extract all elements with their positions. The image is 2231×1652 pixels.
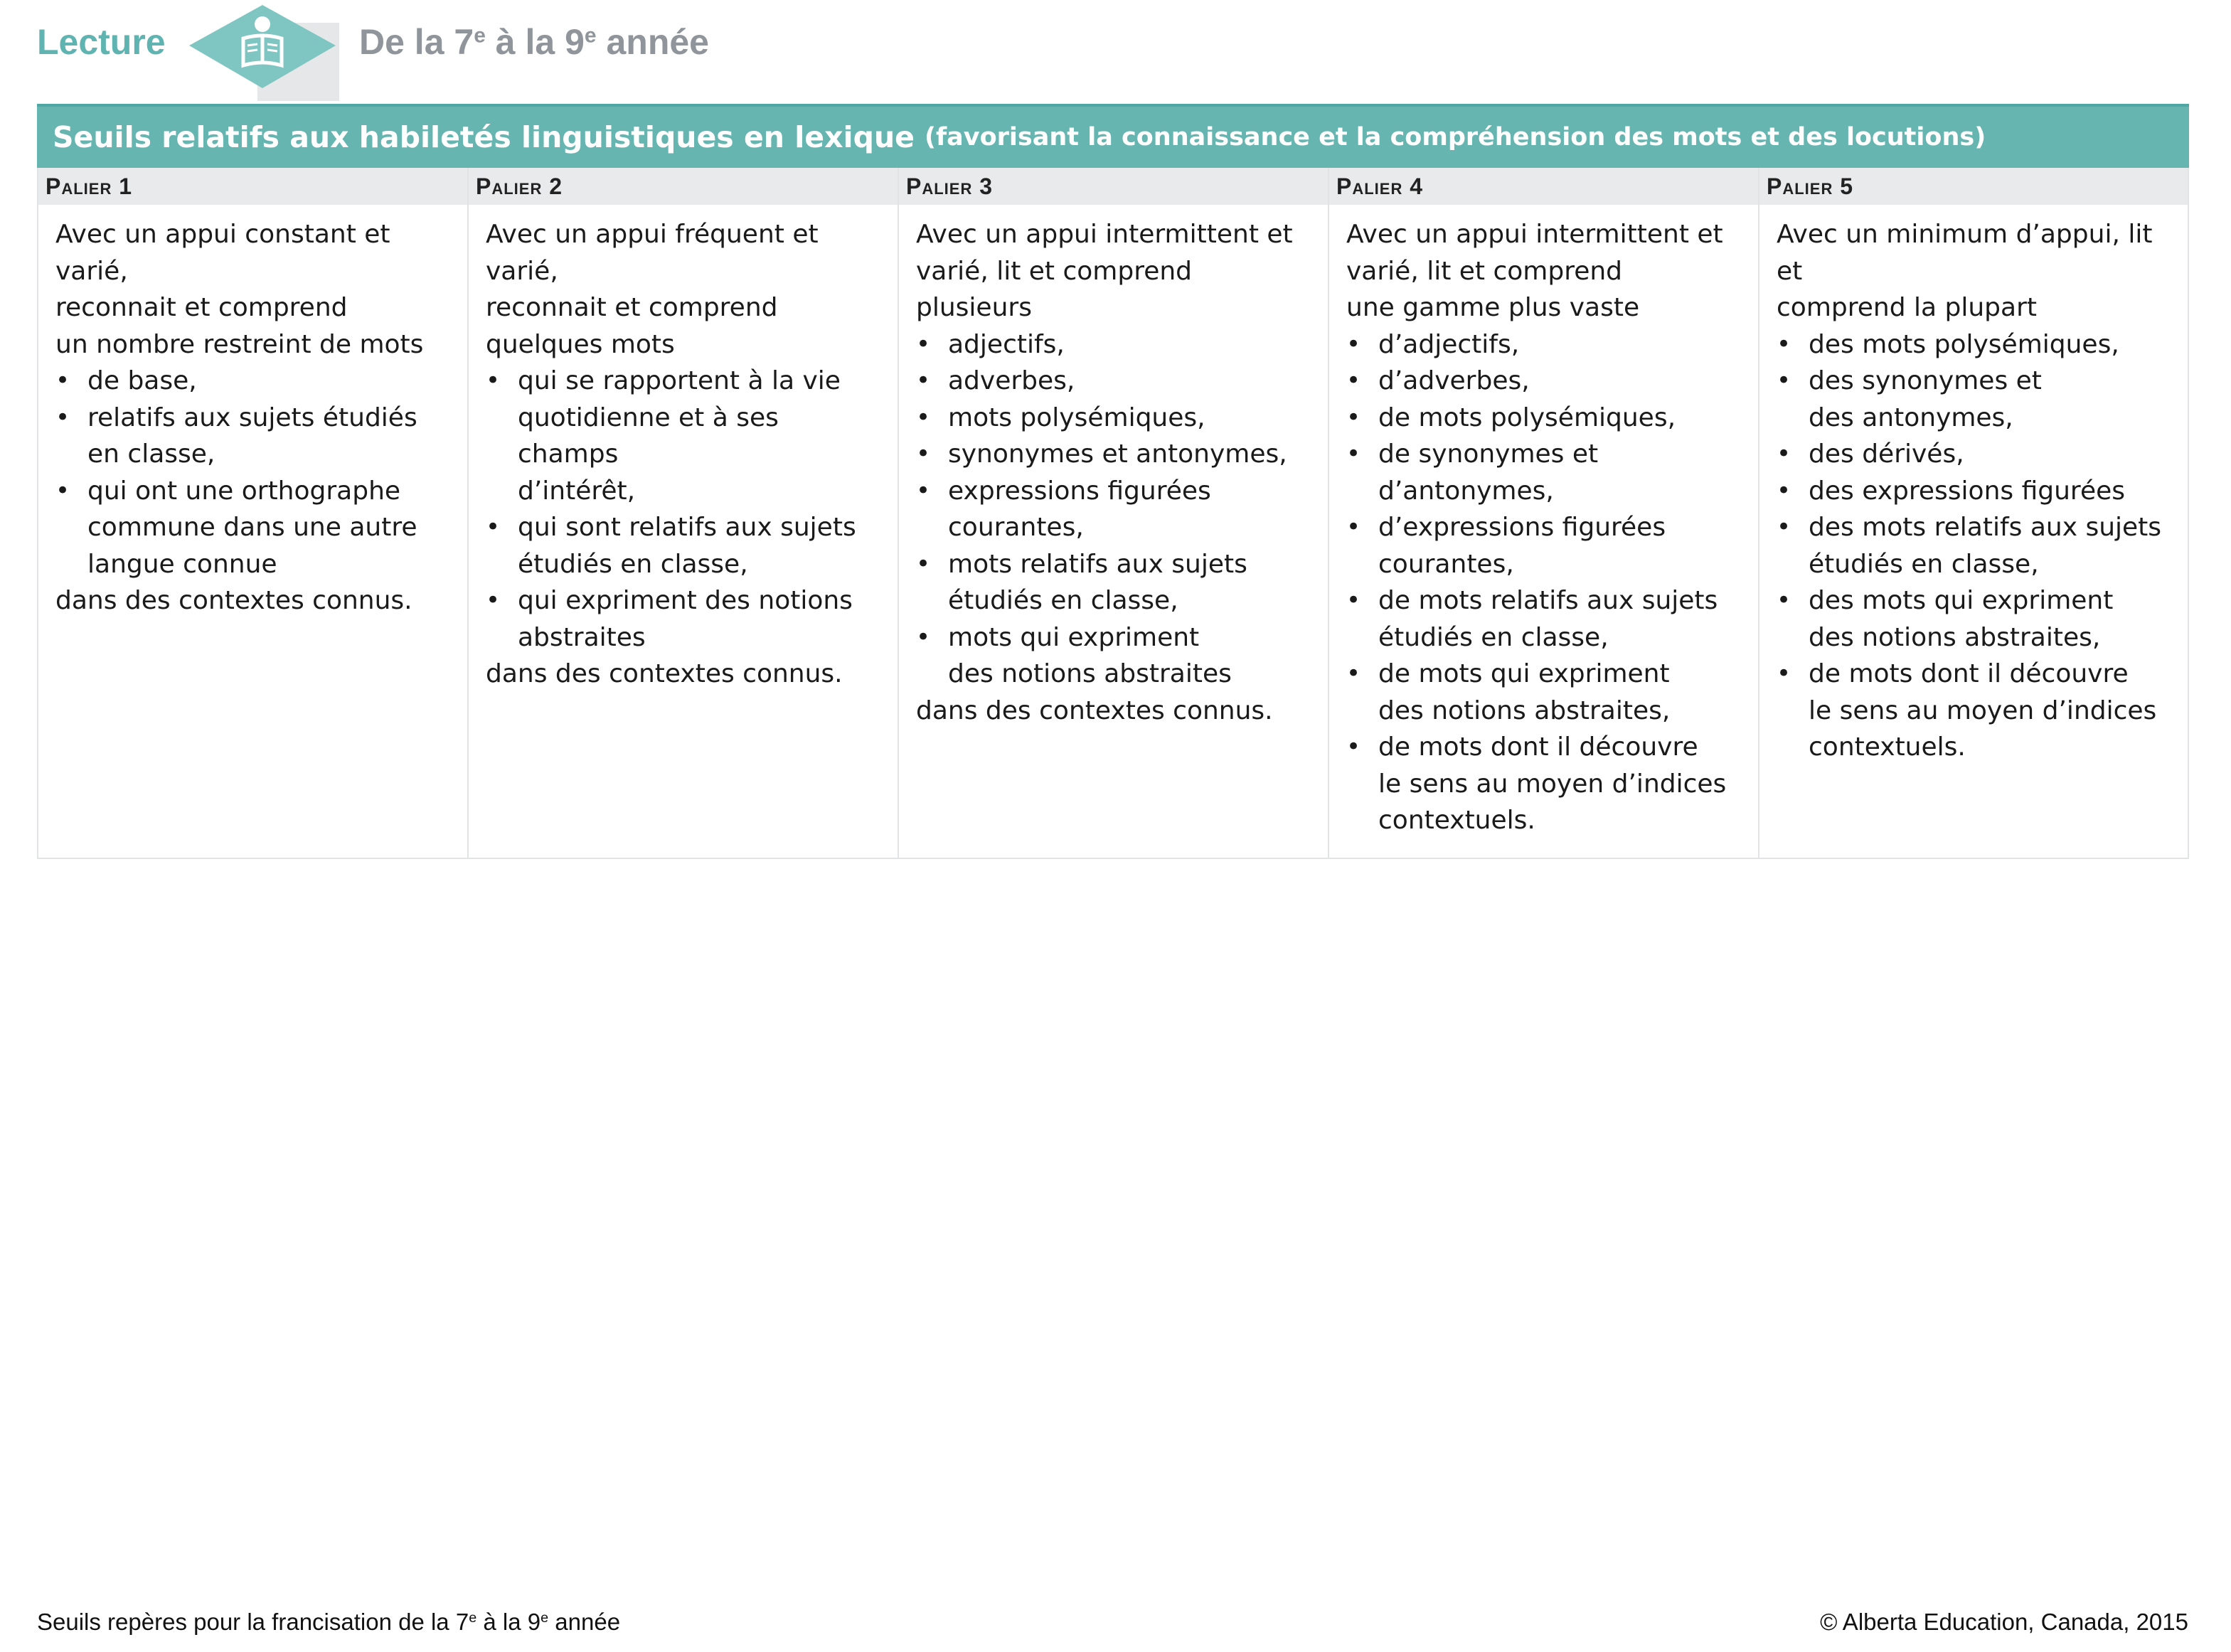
list-item-line: contextuels.: [1378, 806, 1535, 835]
outro-line: dans des contextes connus.: [55, 586, 412, 615]
bullet-list: [916, 326, 1314, 693]
column-heading: Palier 1: [38, 168, 467, 205]
list-item-line: d’intérêt,: [518, 476, 636, 506]
list-item-line: relatifs aux sujets étudiés: [87, 403, 417, 432]
intro-line: Avec un appui constant et varié,: [55, 220, 390, 286]
list-item: [486, 363, 883, 509]
table-column-palier-1: [37, 168, 467, 859]
outro-line: dans des contextes connus.: [486, 659, 843, 688]
section-label: Lecture: [37, 22, 166, 62]
list-item: [1346, 729, 1744, 839]
column-heading: Palier 5: [1759, 168, 2188, 205]
list-item-line: d’adjectifs,: [1378, 329, 1520, 359]
list-item-line: des synonymes et: [1809, 366, 2042, 395]
list-item-line: expressions figurées: [948, 476, 1211, 506]
intro-line: Avec un appui intermittent et: [916, 220, 1293, 249]
list-item: [1777, 582, 2173, 656]
bullet-list: [55, 363, 453, 582]
column-body: [1759, 205, 2188, 859]
list-item: [55, 400, 453, 473]
list-item-line: de base,: [87, 366, 197, 395]
list-item-line: d’expressions figurées: [1378, 513, 1666, 542]
list-item-line: des mots qui expriment: [1809, 586, 2114, 615]
list-item-line: des notions abstraites,: [1378, 696, 1671, 725]
list-item-line: étudiés en classe,: [1809, 549, 2039, 579]
list-item-line: des notions abstraites: [948, 659, 1232, 688]
list-item: [916, 619, 1314, 693]
list-item-line: courantes,: [948, 513, 1084, 542]
list-item-line: de mots dont il découvre: [1378, 732, 1698, 762]
list-item-line: d’antonymes,: [1378, 476, 1554, 506]
list-item-line: quotidienne et à ses champs: [518, 403, 779, 469]
list-item: [916, 436, 1314, 473]
list-item-line: des expressions figurées: [1809, 476, 2125, 506]
list-item-line: abstraites: [518, 622, 646, 652]
table-column-palier-3: [898, 168, 1328, 859]
list-item-line: étudiés en classe,: [518, 549, 748, 579]
list-item: [1346, 509, 1744, 582]
outro-line: dans des contextes connus.: [916, 696, 1273, 725]
list-item-line: de synonymes et: [1378, 439, 1599, 469]
list-item: [1346, 582, 1744, 656]
intro-line: varié, lit et comprend plusieurs: [916, 256, 1193, 322]
table-subtitle: (favorisant la connaissance et la compréhension des mots et des locutions): [924, 123, 1986, 151]
table-columns: [37, 168, 2189, 859]
list-item-line: qui expriment des notions: [518, 586, 853, 615]
list-item-line: courantes,: [1378, 549, 1514, 579]
column-body: [899, 205, 1328, 859]
column-body: [469, 205, 898, 859]
intro-line: reconnait et comprend: [486, 293, 778, 322]
list-item-line: qui sont relatifs aux sujets: [518, 513, 856, 542]
list-item-line: de mots dont il découvre: [1809, 659, 2129, 688]
book-reader-icon: [186, 1, 339, 101]
column-body: [1329, 205, 1758, 859]
list-item-line: des dérivés,: [1809, 439, 1964, 469]
list-item-line: qui ont une orthographe: [87, 476, 401, 506]
list-item: [1777, 326, 2173, 363]
list-item-line: qui se rapportent à la vie: [518, 366, 841, 395]
intro-line: comprend la plupart: [1777, 293, 2038, 322]
footer-document-title: Seuils repères pour la francisation de la 7e à la 9e année: [37, 1609, 621, 1635]
list-item: [1777, 509, 2173, 582]
list-item-line: adverbes,: [948, 366, 1075, 395]
list-item: [916, 326, 1314, 363]
list-item: [916, 363, 1314, 400]
list-item: [55, 363, 453, 400]
bullet-list: [1346, 326, 1744, 839]
list-item: [1346, 656, 1744, 729]
intro-line: varié, lit et comprend: [1346, 256, 1623, 286]
list-item-line: adjectifs,: [948, 329, 1065, 359]
intro-line: Avec un minimum d’appui, lit et: [1777, 220, 2153, 286]
list-item-line: commune dans une autre: [87, 513, 417, 542]
thresholds-table: [37, 104, 2189, 859]
list-item: [916, 546, 1314, 619]
footer-copyright: © Alberta Education, Canada, 2015: [1820, 1609, 2188, 1635]
list-item: [486, 509, 883, 582]
list-item: [1777, 656, 2173, 766]
intro-line: Avec un appui fréquent et varié,: [486, 220, 819, 286]
list-item: [916, 400, 1314, 437]
table-title-bar: [37, 104, 2189, 168]
page-header: [0, 0, 2231, 100]
table-column-palier-5: [1758, 168, 2189, 859]
list-item-line: étudiés en classe,: [1378, 622, 1609, 652]
intro-line: une gamme plus vaste: [1346, 293, 1640, 322]
list-item-line: d’adverbes,: [1378, 366, 1530, 395]
list-item-line: des mots polysémiques,: [1809, 329, 2119, 359]
bullet-list: [486, 363, 883, 656]
list-item-line: de mots relatifs aux sujets: [1378, 586, 1718, 615]
column-heading: Palier 3: [899, 168, 1328, 205]
table-column-palier-2: [467, 168, 898, 859]
list-item-line: le sens au moyen d’indices: [1809, 696, 2157, 725]
list-item: [55, 473, 453, 583]
list-item-line: le sens au moyen d’indices: [1378, 769, 1727, 799]
list-item: [1346, 363, 1744, 400]
list-item: [1346, 400, 1744, 437]
list-item-line: étudiés en classe,: [948, 586, 1178, 615]
bullet-list: [1777, 326, 2173, 766]
intro-line: Avec un appui intermittent et: [1346, 220, 1723, 249]
list-item-line: de mots polysémiques,: [1378, 403, 1676, 432]
grade-range: De la 7e à la 9e année: [359, 22, 709, 62]
list-item: [1777, 363, 2173, 436]
intro-line: reconnait et comprend: [55, 293, 348, 322]
list-item: [916, 473, 1314, 546]
list-item-line: des mots relatifs aux sujets: [1809, 513, 2162, 542]
list-item-line: mots polysémiques,: [948, 403, 1205, 432]
list-item: [1346, 436, 1744, 509]
list-item-line: synonymes et antonymes,: [948, 439, 1287, 469]
list-item-line: de mots qui expriment: [1378, 659, 1670, 688]
intro-line: un nombre restreint de mots: [55, 329, 424, 359]
column-body: [38, 205, 467, 859]
column-heading: Palier 2: [469, 168, 898, 205]
list-item-line: langue connue: [87, 549, 277, 579]
intro-line: quelques mots: [486, 329, 675, 359]
column-heading: Palier 4: [1329, 168, 1758, 205]
table-title: Seuils relatifs aux habiletés linguistiques en lexique: [53, 120, 915, 154]
list-item-line: contextuels.: [1809, 732, 1966, 762]
table-column-palier-4: [1328, 168, 1758, 859]
list-item-line: mots qui expriment: [948, 622, 1200, 652]
list-item-line: en classe,: [87, 439, 215, 469]
list-item: [486, 582, 883, 656]
list-item-line: des notions abstraites,: [1809, 622, 2101, 652]
list-item: [1777, 473, 2173, 510]
list-item-line: des antonymes,: [1809, 403, 2013, 432]
list-item: [1346, 326, 1744, 363]
list-item-line: mots relatifs aux sujets: [948, 549, 1247, 579]
list-item: [1777, 436, 2173, 473]
